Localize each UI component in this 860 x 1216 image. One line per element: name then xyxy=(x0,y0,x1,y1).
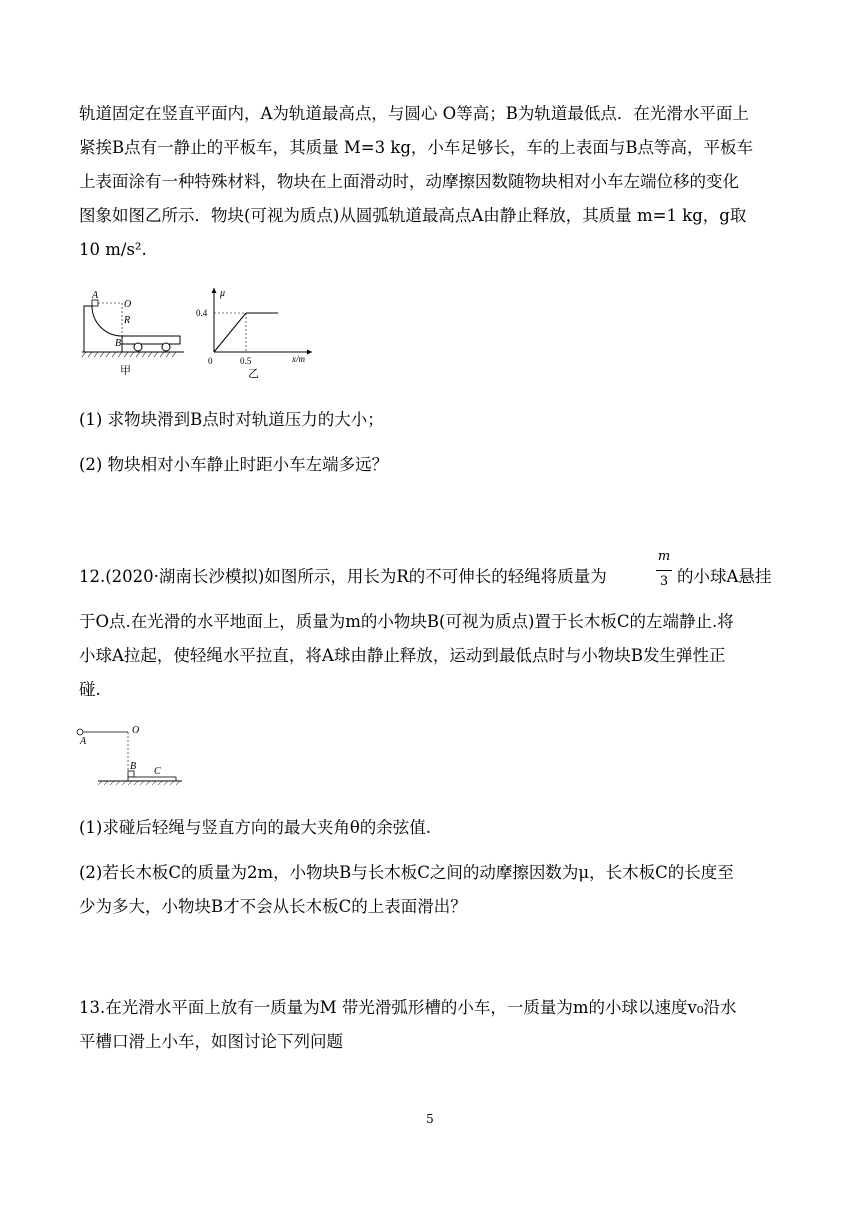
friction-chart xyxy=(196,284,318,378)
series-segment-0 xyxy=(214,313,246,352)
figure-jia xyxy=(78,286,188,378)
problem12-line-4: 碰. xyxy=(79,680,101,699)
label-A: A xyxy=(80,736,87,747)
y-tick-label: 0.4 xyxy=(196,308,208,318)
fraction-numerator: m xyxy=(657,549,671,564)
origin-label: 0 xyxy=(208,356,213,366)
board-C xyxy=(128,777,176,781)
label-R: R xyxy=(124,315,131,326)
x-tick-label: 0.5 xyxy=(240,356,252,366)
problem12-line-3: 小球A拉起，使轻绳水平拉直，将A球由静止释放，运动到最低点时与小物块B发生弹性正 xyxy=(79,646,726,665)
problem11-line-3: 上表面涂有一种特殊材料，物块在上面滑动时，动摩擦因数随物块相对小车左端位移的变化 xyxy=(79,172,739,191)
label-O: O xyxy=(132,725,140,736)
caption-jia: 甲 xyxy=(120,365,131,377)
problem12-question-1: (1)求碰后轻绳与竖直方向的最大夹角θ的余弦值. xyxy=(79,818,432,837)
x-axis-arrow-icon xyxy=(307,350,312,355)
problem11-line-5: 10 m/s². xyxy=(79,240,147,259)
ball-A xyxy=(77,729,83,735)
caption-yi: 乙 xyxy=(248,368,259,378)
problem12-question-2-line-2: 少为多大，小物块B才不会从长木板C的上表面滑出？ xyxy=(79,897,467,916)
problem12-question-2-line-1: (2)若长木板C的质量为2m，小物块B与长木板C之间的动摩擦因数为μ，长木板C的长度至 xyxy=(79,863,734,882)
figure-12 xyxy=(74,722,186,788)
problem12-line-1: 12.(2020·湖南长沙模拟)如图所示，用长为R的不可伸长的轻绳将质量为 xyxy=(79,567,607,586)
problem11-question-2: (2) 物块相对小车静止时距小车左端多远？ xyxy=(79,455,389,474)
label-C: C xyxy=(154,766,161,777)
label-A: A xyxy=(92,290,99,301)
problem11-question-1: (1) 求物块滑到B点时对轨道压力的大小； xyxy=(79,410,384,429)
problem11-line-2: 紧挨B点有一静止的平板车，其质量 M=3 kg，小车足够长，车的上表面与B点等高，平板车 xyxy=(79,138,754,157)
problem11-line-1: 轨道固定在竖直平面内，A为轨道最高点，与圆心 O等高；B为轨道最低点．在光滑水平面上 xyxy=(79,104,749,123)
figure-jia-drawing xyxy=(78,286,188,378)
figure-yi-chart xyxy=(196,284,318,378)
x-axis-label: x/m xyxy=(292,354,305,364)
problem11-line-4: 图象如图乙所示．物块(可视为质点)从圆弧轨道最高点A由静止释放，其质量 m=1 kg，g取 xyxy=(79,206,747,225)
fraction-bar xyxy=(656,570,672,571)
page-number: 5 xyxy=(426,1112,434,1126)
figure-12-drawing xyxy=(74,722,186,788)
problem12-line-1-tail: 的小球A悬挂 xyxy=(677,567,772,586)
problem12-line-2: 于O点.在光滑的水平地面上，质量为m的小物块B(可视为质点)置于长木板C的左端静止.将 xyxy=(79,612,734,631)
label-O: O xyxy=(124,299,132,310)
fraction-denominator: 3 xyxy=(659,574,669,589)
y-axis-arrow-icon xyxy=(212,288,217,293)
label-B: B xyxy=(130,761,137,772)
problem13-line-1: 13.在光滑水平面上放有一质量为M 带光滑弧形槽的小车，一质量为m的小球以速度v₀沿水 xyxy=(79,998,737,1017)
y-axis-label: μ xyxy=(220,288,226,299)
label-B: B xyxy=(115,338,122,349)
problem13-line-2: 平槽口滑上小车，如图讨论下列问题 xyxy=(79,1032,343,1051)
